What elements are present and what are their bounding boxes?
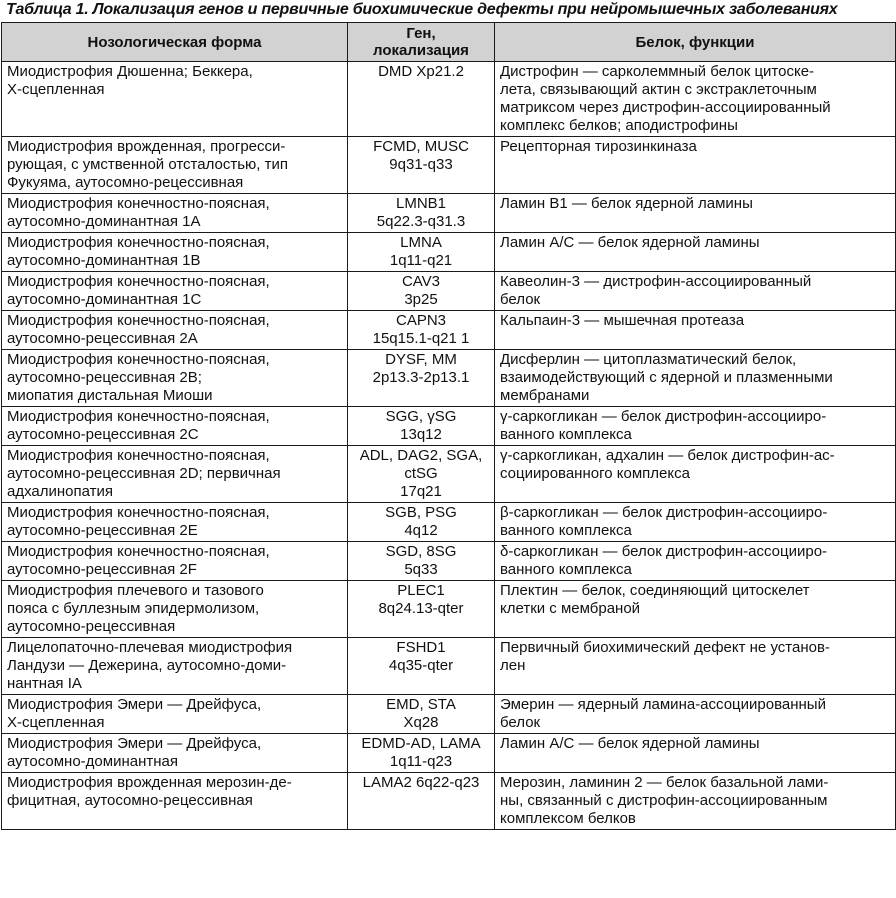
cell-line: Дистрофин — сарколеммный белок цитоске- bbox=[500, 63, 815, 80]
table-row bbox=[2, 446, 896, 503]
cell-line: аутосомно-доминантная 1B bbox=[7, 252, 201, 269]
cell-line: PLEC1 bbox=[397, 582, 445, 599]
cell-line: Миодистрофия конечностно-поясная, bbox=[7, 447, 270, 464]
cell-protein-function bbox=[495, 581, 896, 638]
cell-nosological-form bbox=[2, 638, 348, 695]
cell-line: γ-саркогликан — белок дистрофин-ассоцииро- bbox=[500, 408, 827, 425]
header-line: Ген, bbox=[406, 25, 436, 42]
cell-line: взаимодействующий с ядерной и плазменными bbox=[500, 369, 833, 386]
cell-gene-localization bbox=[348, 407, 495, 446]
cell-line: FSHD1 bbox=[396, 639, 446, 656]
cell-line: 17q21 bbox=[400, 483, 442, 500]
cell-line: 9q31-q33 bbox=[389, 156, 453, 173]
cell-line: ны, связанный с дистрофин-ассоциированным bbox=[500, 792, 828, 809]
table-row bbox=[2, 542, 896, 581]
cell-line: пояса с буллезным эпидермолизом, bbox=[7, 600, 260, 617]
table-row bbox=[2, 638, 896, 695]
table-row bbox=[2, 62, 896, 137]
cell-protein-function bbox=[495, 695, 896, 734]
cell-line: лен bbox=[500, 657, 526, 674]
cell-line: миопатия дистальная Миоши bbox=[7, 387, 213, 404]
cell-protein-function bbox=[495, 194, 896, 233]
cell-line: Миодистрофия конечностно-поясная, bbox=[7, 408, 270, 425]
cell-line: ванного комплекса bbox=[500, 561, 632, 578]
cell-line: LAMA2 6q22-q23 bbox=[362, 774, 480, 791]
cell-line: аутосомно-доминантная 1A bbox=[7, 213, 201, 230]
cell-line: Миодистрофия Эмери — Дрейфуса, bbox=[7, 735, 262, 752]
cell-line: Миодистрофия конечностно-поясная, bbox=[7, 504, 270, 521]
cell-line: Ламин A/C — белок ядерной ламины bbox=[500, 735, 760, 752]
cell-line: Миодистрофия конечностно-поясная, bbox=[7, 312, 270, 329]
cell-line: Лицелопаточно-плечевая миодистрофия bbox=[7, 639, 293, 656]
table-row bbox=[2, 233, 896, 272]
table-row bbox=[2, 407, 896, 446]
cell-line: аутосомно-рецессивная 2B; bbox=[7, 369, 202, 386]
cell-line: белок bbox=[500, 714, 541, 731]
cell-nosological-form bbox=[2, 581, 348, 638]
cell-line: 3p25 bbox=[404, 291, 438, 308]
cell-line: EDMD-AD, LAMA bbox=[361, 735, 481, 752]
cell-line: ADL, DAG2, SGA, bbox=[359, 447, 483, 464]
cell-line: рующая, с умственной отсталостью, тип bbox=[7, 156, 289, 173]
cell-line: SGB, PSG bbox=[385, 504, 457, 521]
cell-line: Фукуяма, аутосомно-рецессивная bbox=[7, 174, 244, 191]
cell-line: γ-саркогликан, адхалин — белок дистрофин-ас- bbox=[500, 447, 835, 464]
cell-protein-function bbox=[495, 350, 896, 407]
cell-line: 2p13.3-2p13.1 bbox=[372, 369, 470, 386]
cell-gene-localization bbox=[348, 311, 495, 350]
cell-line: аутосомно-доминантная 1C bbox=[7, 291, 202, 308]
cell-nosological-form bbox=[2, 503, 348, 542]
cell-line: Миодистрофия врожденная, прогресси- bbox=[7, 138, 286, 155]
cell-line: Миодистрофия конечностно-поясная, bbox=[7, 234, 270, 251]
cell-nosological-form bbox=[2, 233, 348, 272]
cell-line: 1q11-q21 bbox=[389, 252, 453, 269]
cell-gene-localization bbox=[348, 350, 495, 407]
cell-line: аутосомно-рецессивная 2D; первичная bbox=[7, 465, 281, 482]
cell-gene-localization bbox=[348, 638, 495, 695]
cell-protein-function bbox=[495, 311, 896, 350]
cell-line: лета, связывающий актин с экстраклеточным bbox=[500, 81, 817, 98]
cell-line: 8q24.13-qter bbox=[378, 600, 464, 617]
cell-line: 1q11-q23 bbox=[389, 753, 453, 770]
cell-gene-localization bbox=[348, 734, 495, 773]
cell-line: Кальпаин-3 — мышечная протеаза bbox=[500, 312, 745, 329]
cell-line: мембранами bbox=[500, 387, 590, 404]
cell-gene-localization bbox=[348, 446, 495, 503]
cell-nosological-form bbox=[2, 137, 348, 194]
cell-nosological-form bbox=[2, 695, 348, 734]
cell-protein-function bbox=[495, 503, 896, 542]
cell-nosological-form bbox=[2, 773, 348, 830]
table-row bbox=[2, 137, 896, 194]
cell-line: Первичный биохимический дефект не установ- bbox=[500, 639, 830, 656]
cell-line: Миодистрофия конечностно-поясная, bbox=[7, 543, 270, 560]
cell-line: SGG, γSG bbox=[385, 408, 457, 425]
cell-line: 4q35-qter bbox=[388, 657, 454, 674]
table-row bbox=[2, 311, 896, 350]
cell-line: нантная IA bbox=[7, 675, 82, 692]
table-caption: Таблица 1. Локализация генов и первичные биохимические дефекты при нейромышечных заболеваниях bbox=[6, 1, 838, 18]
cell-line: DMD Xp21.2 bbox=[378, 63, 464, 80]
table-row bbox=[2, 194, 896, 233]
cell-gene-localization bbox=[348, 581, 495, 638]
cell-line: комплекс белков; аподистрофины bbox=[500, 117, 738, 134]
cell-line: Плектин — белок, соединяющий цитоскелет bbox=[500, 582, 810, 599]
cell-gene-localization bbox=[348, 695, 495, 734]
header-row bbox=[2, 23, 896, 62]
cell-gene-localization bbox=[348, 233, 495, 272]
cell-line: Xq28 bbox=[403, 714, 439, 731]
cell-nosological-form bbox=[2, 62, 348, 137]
cell-protein-function bbox=[495, 407, 896, 446]
cell-line: 4q12 bbox=[404, 522, 438, 539]
cell-protein-function bbox=[495, 446, 896, 503]
cell-line: 5q22.3-q31.3 bbox=[376, 213, 466, 230]
cell-protein-function bbox=[495, 272, 896, 311]
cell-gene-localization bbox=[348, 503, 495, 542]
cell-line: фицитная, аутосомно-рецессивная bbox=[7, 792, 253, 809]
cell-line: Мерозин, ламинин 2 — белок базальной лами- bbox=[500, 774, 829, 791]
table-body bbox=[2, 62, 896, 830]
cell-line: ctSG bbox=[404, 465, 438, 482]
cell-protein-function bbox=[495, 638, 896, 695]
cell-line: комплексом белков bbox=[500, 810, 636, 827]
header-line: локализация bbox=[373, 42, 469, 59]
cell-protein-function bbox=[495, 542, 896, 581]
cell-line: социированного комплекса bbox=[500, 465, 690, 482]
cell-protein-function bbox=[495, 62, 896, 137]
cell-line: 13q12 bbox=[400, 426, 442, 443]
table-row bbox=[2, 695, 896, 734]
cell-line: δ-саркогликан — белок дистрофин-ассоцииро- bbox=[500, 543, 828, 560]
cell-line: FCMD, MUSC bbox=[373, 138, 469, 155]
cell-line: Миодистрофия плечевого и тазового bbox=[7, 582, 264, 599]
cell-line: ванного комплекса bbox=[500, 522, 632, 539]
cell-line: LMNA bbox=[400, 234, 442, 251]
cell-line: Ламин A/C — белок ядерной ламины bbox=[500, 234, 760, 251]
cell-nosological-form bbox=[2, 272, 348, 311]
cell-line: Кавеолин-3 — дистрофин-ассоциированный bbox=[500, 273, 812, 290]
cell-line: Миодистрофия конечностно-поясная, bbox=[7, 351, 270, 368]
header-line: Нозологическая форма bbox=[87, 33, 262, 51]
cell-gene-localization bbox=[348, 542, 495, 581]
cell-line: Миодистрофия Эмери — Дрейфуса, bbox=[7, 696, 262, 713]
cell-line: аутосомно-рецессивная 2A bbox=[7, 330, 198, 347]
cell-line: Ламин B1 — белок ядерной ламины bbox=[500, 195, 753, 212]
table-row bbox=[2, 503, 896, 542]
cell-line: аутосомно-доминантная bbox=[7, 753, 178, 770]
cell-line: Х-сцепленная bbox=[7, 81, 105, 98]
cell-line: β-саркогликан — белок дистрофин-ассоцииро- bbox=[500, 504, 828, 521]
cell-gene-localization bbox=[348, 137, 495, 194]
table-row bbox=[2, 734, 896, 773]
cell-line: Х-сцепленная bbox=[7, 714, 105, 731]
gene-localization-table bbox=[1, 22, 896, 830]
cell-line: Эмерин — ядерный ламина-ассоциированный bbox=[500, 696, 826, 713]
header-protein-function bbox=[495, 23, 896, 62]
cell-line: 5q33 bbox=[404, 561, 438, 578]
cell-line: SGD, 8SG bbox=[385, 543, 457, 560]
cell-nosological-form bbox=[2, 350, 348, 407]
cell-protein-function bbox=[495, 734, 896, 773]
cell-line: 15q15.1-q21 1 bbox=[372, 330, 470, 347]
cell-gene-localization bbox=[348, 773, 495, 830]
cell-protein-function bbox=[495, 233, 896, 272]
cell-line: Дисферлин — цитоплазматический белок, bbox=[500, 351, 797, 368]
header-line: Белок, функции bbox=[635, 33, 755, 51]
table-row bbox=[2, 272, 896, 311]
cell-line: Ландузи — Дежерина, аутосомно-доми- bbox=[7, 657, 287, 674]
cell-line: аутосомно-рецессивная 2F bbox=[7, 561, 197, 578]
cell-line: белок bbox=[500, 291, 541, 308]
cell-gene-localization bbox=[348, 62, 495, 137]
cell-protein-function bbox=[495, 773, 896, 830]
cell-nosological-form bbox=[2, 407, 348, 446]
table-row bbox=[2, 773, 896, 830]
cell-line: Миодистрофия врожденная мерозин-де- bbox=[7, 774, 292, 791]
cell-nosological-form bbox=[2, 734, 348, 773]
cell-line: адхалинопатия bbox=[7, 483, 114, 500]
table-row bbox=[2, 350, 896, 407]
cell-line: LMNB1 bbox=[395, 195, 447, 212]
cell-protein-function bbox=[495, 137, 896, 194]
cell-line: Рецепторная тирозинкиназа bbox=[500, 138, 697, 155]
table-row bbox=[2, 581, 896, 638]
cell-line: аутосомно-рецессивная 2E bbox=[7, 522, 198, 539]
cell-line: ванного комплекса bbox=[500, 426, 632, 443]
cell-line: Миодистрофия конечностно-поясная, bbox=[7, 273, 270, 290]
cell-line: CAPN3 bbox=[395, 312, 447, 329]
cell-nosological-form bbox=[2, 311, 348, 350]
header-nosological-form bbox=[2, 23, 348, 62]
cell-line: Миодистрофия Дюшенна; Беккера, bbox=[7, 63, 253, 80]
cell-line: EMD, STA bbox=[386, 696, 456, 713]
cell-line: клетки с мембраной bbox=[500, 600, 641, 617]
cell-nosological-form bbox=[2, 446, 348, 503]
cell-gene-localization bbox=[348, 272, 495, 311]
cell-gene-localization bbox=[348, 194, 495, 233]
cell-nosological-form bbox=[2, 542, 348, 581]
cell-nosological-form bbox=[2, 194, 348, 233]
cell-line: аутосомно-рецессивная 2C bbox=[7, 426, 199, 443]
cell-line: CAV3 bbox=[401, 273, 441, 290]
cell-line: матриксом через дистрофин-ассоциированный bbox=[500, 99, 831, 116]
cell-line: Миодистрофия конечностно-поясная, bbox=[7, 195, 270, 212]
header-gene-localization bbox=[348, 23, 495, 62]
cell-line: аутосомно-рецессивная bbox=[7, 618, 176, 635]
cell-line: DYSF, MM bbox=[385, 351, 457, 368]
